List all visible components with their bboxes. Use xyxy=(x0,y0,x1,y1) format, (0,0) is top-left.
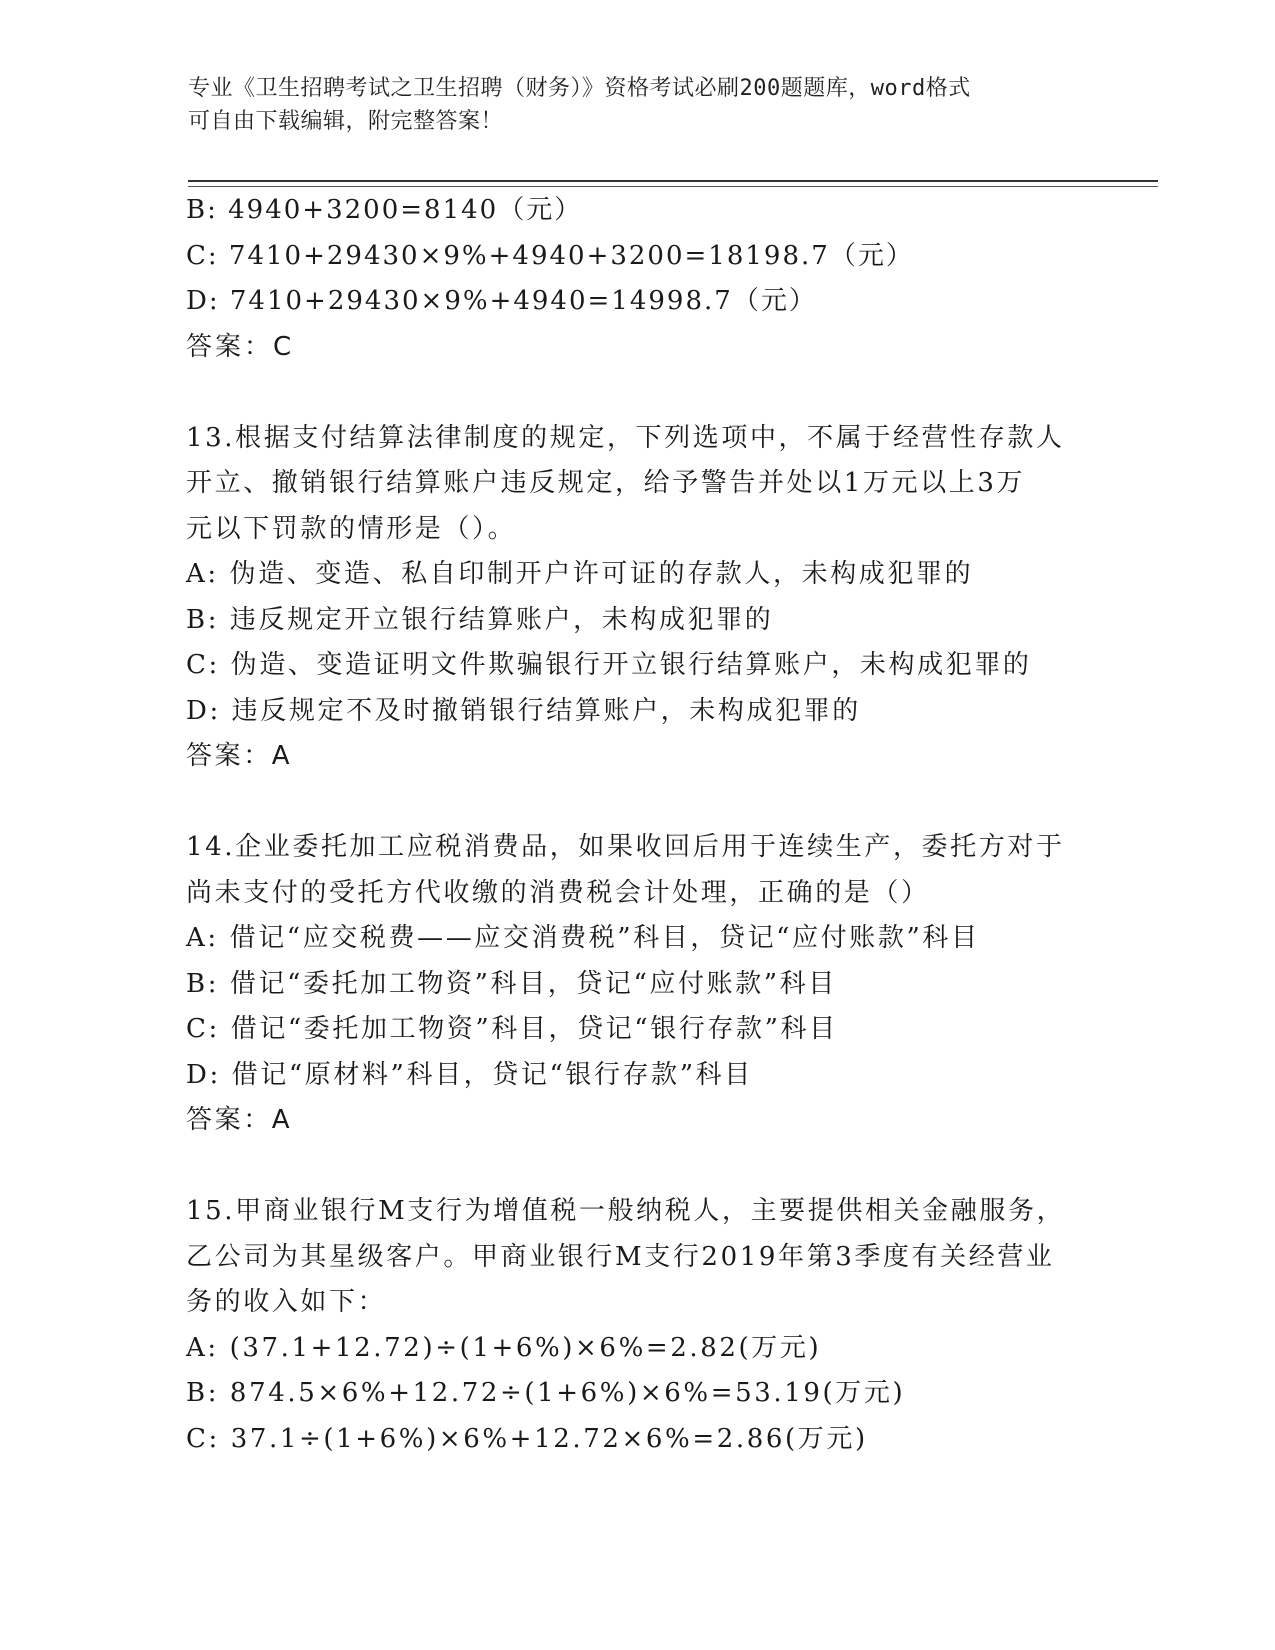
option-a: A: 伪造、变造、私自印制开户许可证的存款人，未构成犯罪的 xyxy=(186,559,974,589)
option-b: B: 874.5×6%+12.72÷(1+6%)×6%=53.19(万元) xyxy=(186,1378,906,1408)
option-d: D: 7410+29430×9%+4940=14998.7（元） xyxy=(186,286,817,316)
document-header xyxy=(188,72,1068,138)
option-c: C: 37.1÷(1+6%)×6%+12.72×6%=2.86(万元) xyxy=(186,1423,868,1454)
question-stem-line: 14.企业委托加工应税消费品，如果收回后用于连续生产，委托方对于 xyxy=(186,832,1065,862)
option-b: B: 4940+3200=8140（元） xyxy=(186,195,583,225)
question-stem-line: 13.根据支付结算法律制度的规定，下列选项中，不属于经营性存款人 xyxy=(186,422,1065,453)
option-c: C: 伪造、变造证明文件欺骗银行开立银行结算账户，未构成犯罪的 xyxy=(186,650,1032,680)
header-divider-thick xyxy=(188,180,1158,182)
answer-line: 答案：C xyxy=(186,331,295,362)
question-stem-line: 元以下罚款的情形是（）。 xyxy=(186,513,517,544)
question-15 xyxy=(186,1189,1086,1462)
question-13 xyxy=(186,416,1086,780)
question-stem-line: 务的收入如下： xyxy=(186,1287,387,1317)
answer-line: 答案：A xyxy=(186,741,293,771)
option-a: A: (37.1+12.72)÷(1+6%)×6%=2.82(万元) xyxy=(186,1332,822,1363)
question-14 xyxy=(186,825,1086,1144)
option-d: D: 借记“原材料”科目，贷记“银行存款”科目 xyxy=(186,1059,753,1090)
question-stem-line: 乙公司为其星级客户。甲商业银行M支行2019年第3季度有关经营业 xyxy=(186,1241,1055,1272)
header-divider-thin xyxy=(188,186,1158,187)
spacer xyxy=(186,780,1086,826)
option-a: A: 借记“应交税费——应交消费税”科目，贷记“应付账款”科目 xyxy=(186,923,980,953)
option-c: C: 7410+29430×9%+4940+3200=18198.7（元） xyxy=(186,240,914,271)
header-line-1: 专业《卫生招聘考试之卫生招聘（财务）》资格考试必刷200题题库，word格式 xyxy=(188,76,971,101)
question-stem-line: 15.甲商业银行M支行为增值税一般纳税人，主要提供相关金融服务， xyxy=(186,1196,1066,1226)
option-b: B: 违反规定开立银行结算账户，未构成犯罪的 xyxy=(186,604,774,635)
question-stem-line: 尚未支付的受托方代收缴的消费税会计处理，正确的是（） xyxy=(186,877,930,908)
option-c: C: 借记“委托加工物资”科目，贷记“银行存款”科目 xyxy=(186,1014,838,1044)
question-12-tail xyxy=(186,188,1086,370)
question-content xyxy=(186,188,1086,1462)
answer-line: 答案：A xyxy=(186,1105,293,1135)
header-line-2: 可自由下载编辑，附完整答案！ xyxy=(188,109,504,134)
option-d: D: 违反规定不及时撤销银行结算账户，未构成犯罪的 xyxy=(186,695,861,726)
spacer xyxy=(186,370,1086,416)
spacer xyxy=(186,1144,1086,1190)
option-b: B: 借记“委托加工物资”科目，贷记“应付账款”科目 xyxy=(186,968,837,999)
question-stem-line: 开立、撤销银行结算账户违反规定，给予警告并处以1万元以上3万 xyxy=(186,468,1026,498)
